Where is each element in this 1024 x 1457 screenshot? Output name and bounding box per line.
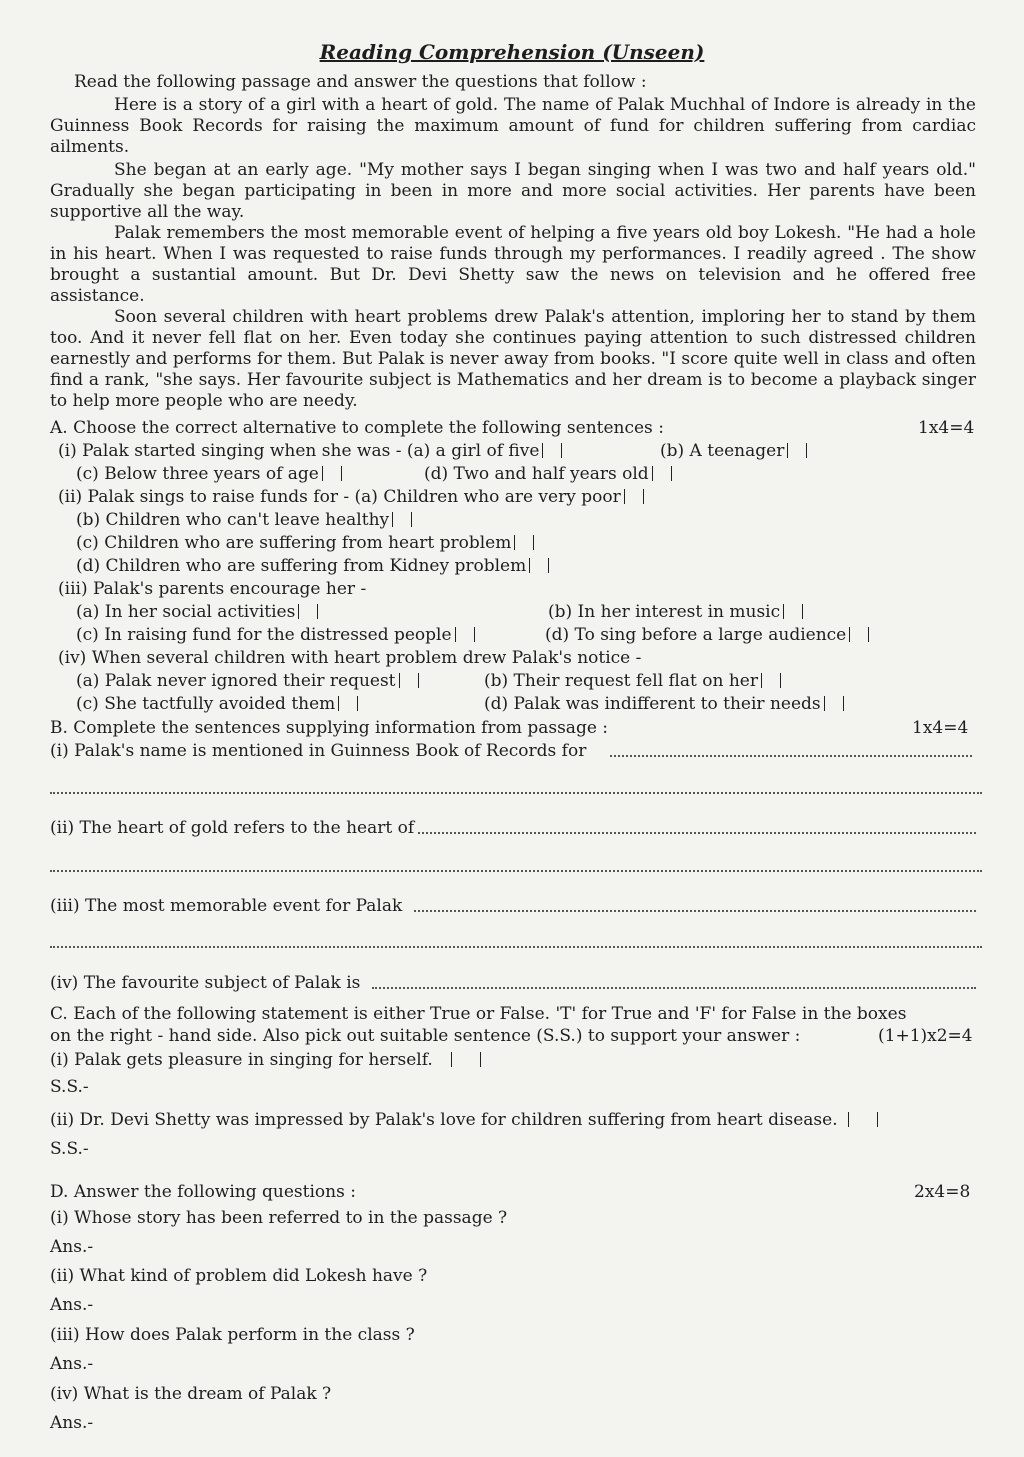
section-c-heading-line-2: on the right - hand side. Also pick out suitable sentence (S.S.) to support your answer : bbox=[50, 1026, 801, 1046]
answer-line[interactable] bbox=[414, 910, 976, 912]
c-item-2-ss-label: S.S.- bbox=[50, 1139, 89, 1159]
a-iii-option-c: (c) In raising fund for the distressed people bbox=[76, 625, 452, 645]
section-b-marks: 1x4=4 bbox=[912, 718, 969, 738]
passage-paragraph-1: Here is a story of a girl with a heart of gold. The name of Palak Muchhal of Indore is already in the Guinness Book Records for raising the maximum amount of fund for children suffering from cardiac ailments. bbox=[50, 95, 976, 157]
a-iii-question: (iii) Palak's parents encourage her - bbox=[58, 579, 367, 599]
b-item-4: (iv) The favourite subject of Palak is bbox=[50, 973, 361, 993]
d-question-3: (iii) How does Palak perform in the class ? bbox=[50, 1325, 415, 1345]
a-iv-option-d: (d) Palak was indifferent to their needs bbox=[484, 694, 821, 714]
passage-paragraph-3: Palak remembers the most memorable event of helping a five years old boy Lokesh. "He had a hole in his heart. When I was requested to raise funds through my performances. I readily agreed . The show brought a sustantial amount. But Dr. Devi Shetty saw the news on television and he offered free assistance. bbox=[50, 223, 976, 306]
a-i-option-a: (i) Palak started singing when she was - (a) a girl of five bbox=[58, 441, 540, 461]
worksheet-title: Reading Comprehension (Unseen) bbox=[319, 40, 705, 64]
answer-box[interactable] bbox=[783, 604, 803, 619]
answer-box[interactable] bbox=[322, 466, 342, 481]
section-a-marks: 1x4=4 bbox=[918, 418, 975, 438]
answer-line[interactable] bbox=[50, 946, 982, 948]
answer-line[interactable] bbox=[418, 832, 976, 834]
answer-box[interactable] bbox=[542, 443, 562, 458]
answer-line[interactable] bbox=[50, 870, 982, 872]
c-item-1: (i) Palak gets pleasure in singing for herself. bbox=[50, 1050, 433, 1070]
d-question-4: (iv) What is the dream of Palak ? bbox=[50, 1384, 332, 1404]
answer-line[interactable] bbox=[610, 755, 972, 757]
d-question-2: (ii) What kind of problem did Lokesh have ? bbox=[50, 1266, 428, 1286]
answer-box[interactable] bbox=[399, 673, 419, 688]
section-c-heading-line-1: C. Each of the following statement is either True or False. 'T' for True and 'F' for False in the boxes bbox=[50, 1004, 907, 1024]
answer-box[interactable] bbox=[652, 466, 672, 481]
a-iii-option-a: (a) In her social activities bbox=[76, 602, 296, 622]
a-i-option-b: (b) A teenager bbox=[660, 441, 785, 461]
answer-box[interactable] bbox=[529, 558, 549, 573]
a-iv-question: (iv) When several children with heart problem drew Palak's notice - bbox=[58, 648, 642, 668]
d-answer-label-1: Ans.- bbox=[50, 1237, 94, 1257]
answer-box[interactable] bbox=[392, 512, 412, 527]
a-i-option-c: (c) Below three years of age bbox=[76, 464, 319, 484]
c-item-1-ss-label: S.S.- bbox=[50, 1077, 89, 1097]
d-answer-label-3: Ans.- bbox=[50, 1354, 94, 1374]
d-question-1: (i) Whose story has been referred to in the passage ? bbox=[50, 1208, 508, 1228]
a-ii-option-c: (c) Children who are suffering from heart problem bbox=[76, 533, 512, 553]
passage-paragraph-2: She began at an early age. "My mother says I began singing when I was two and half years old." Gradually she began participating in been in more and more social activities. Her parents have been supportive all the way. bbox=[50, 160, 976, 222]
b-item-3: (iii) The most memorable event for Palak bbox=[50, 896, 403, 916]
answer-box[interactable] bbox=[787, 443, 807, 458]
section-c-marks: (1+1)x2=4 bbox=[878, 1026, 973, 1046]
a-iv-option-b: (b) Their request fell flat on her bbox=[484, 671, 758, 691]
section-d-marks: 2x4=8 bbox=[914, 1182, 971, 1202]
true-false-box[interactable] bbox=[451, 1052, 481, 1067]
a-ii-option-a: (ii) Palak sings to raise funds for - (a) Children who are very poor bbox=[58, 487, 621, 507]
a-ii-option-d: (d) Children who are suffering from Kidney problem bbox=[76, 556, 527, 576]
answer-box[interactable] bbox=[849, 627, 869, 642]
answer-box[interactable] bbox=[298, 604, 318, 619]
answer-box[interactable] bbox=[338, 696, 358, 711]
a-iii-option-b: (b) In her interest in music bbox=[548, 602, 781, 622]
answer-box[interactable] bbox=[455, 627, 475, 642]
b-item-2: (ii) The heart of gold refers to the heart of bbox=[50, 818, 415, 838]
d-answer-label-4: Ans.- bbox=[50, 1413, 94, 1433]
passage-paragraph-4: Soon several children with heart problems drew Palak's attention, imploring her to stand by them too. And it never fell flat on her. Even today she continues paying attention to such distressed children earnestly and performs for them. But Palak is never away from books. "I score quite well in class and often find a rank, "she says. Her favourite subject is Mathematics and her dream is to become a playback singer to help more people who are needy. bbox=[50, 307, 976, 411]
a-iv-option-a: (a) Palak never ignored their request bbox=[76, 671, 396, 691]
answer-box[interactable] bbox=[624, 489, 644, 504]
b-item-1: (i) Palak's name is mentioned in Guinness Book of Records for bbox=[50, 741, 587, 761]
answer-box[interactable] bbox=[761, 673, 781, 688]
answer-box[interactable] bbox=[824, 696, 844, 711]
section-a-heading: A. Choose the correct alternative to complete the following sentences : bbox=[50, 418, 664, 438]
d-answer-label-2: Ans.- bbox=[50, 1295, 94, 1315]
answer-box[interactable] bbox=[514, 535, 534, 550]
a-ii-option-b: (b) Children who can't leave healthy bbox=[76, 510, 390, 530]
a-iii-option-d: (d) To sing before a large audience bbox=[545, 625, 847, 645]
section-b-heading: B. Complete the sentences supplying information from passage : bbox=[50, 718, 609, 738]
answer-line[interactable] bbox=[50, 792, 982, 794]
true-false-box[interactable] bbox=[848, 1112, 878, 1127]
answer-line[interactable] bbox=[372, 987, 976, 989]
section-d-heading: D. Answer the following questions : bbox=[50, 1182, 356, 1202]
c-item-2: (ii) Dr. Devi Shetty was impressed by Palak's love for children suffering from heart disease. bbox=[50, 1110, 838, 1130]
a-iv-option-c: (c) She tactfully avoided them bbox=[76, 694, 336, 714]
instruction: Read the following passage and answer the questions that follow : bbox=[74, 72, 647, 92]
a-i-option-d: (d) Two and half years old bbox=[424, 464, 649, 484]
